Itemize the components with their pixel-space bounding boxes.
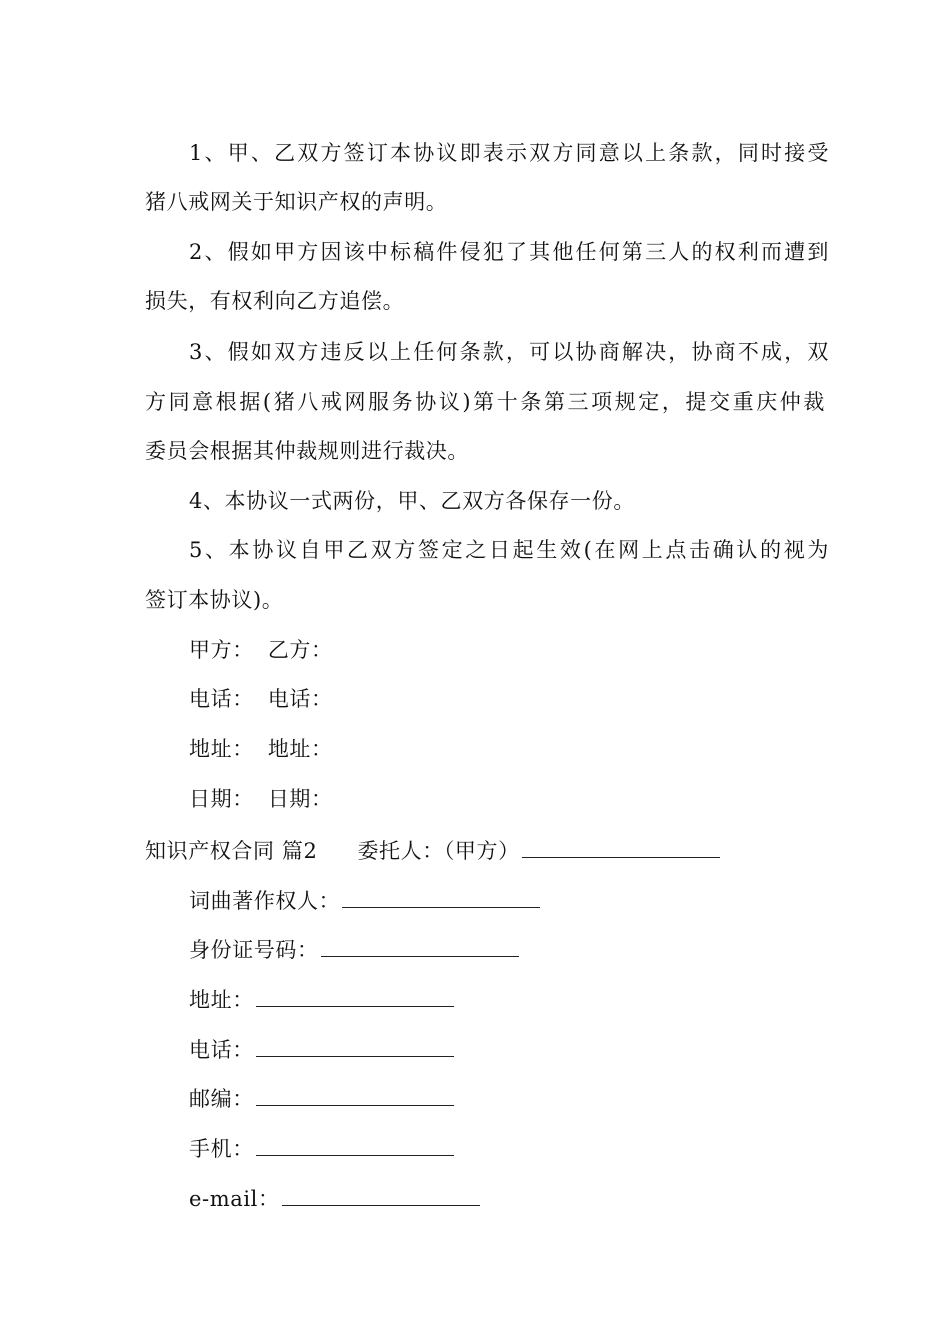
address-label: 地址：	[189, 988, 254, 1012]
email-label: e-mail：	[189, 1187, 280, 1211]
mobile-blank[interactable]	[256, 1133, 454, 1156]
signature-row-date	[189, 785, 829, 813]
clause-3-line-3: 委员会根据其仲裁规则进行裁决。	[145, 439, 469, 463]
phone-blank[interactable]	[256, 1034, 454, 1057]
party-b-phone-label: 电话：	[267, 687, 333, 711]
field-postcode	[189, 1083, 829, 1113]
postcode-label: 邮编：	[189, 1087, 254, 1111]
field-id-number	[189, 934, 829, 964]
party-a-address-label: 地址：	[189, 737, 254, 761]
clause-1-line-1: 1、甲、乙双方签订本协议即表示双方同意以上条款，同时接受	[189, 141, 829, 165]
clause-3-line-1: 3、假如双方违反以上任何条款，可以协商解决，协商不成，双	[189, 340, 829, 364]
party-b-address-label: 地址：	[267, 737, 333, 761]
party-b-date-label: 日期：	[267, 787, 333, 811]
mobile-label: 手机：	[189, 1137, 254, 1161]
clause-1-line-2: 猪八戒网关于知识产权的声明。	[145, 190, 448, 214]
phone-label: 电话：	[189, 1038, 254, 1062]
field-copyright-holder	[189, 885, 829, 915]
field-phone	[189, 1034, 829, 1064]
postcode-blank[interactable]	[256, 1083, 454, 1106]
party-b-label: 乙方：	[267, 638, 333, 662]
clause-5-line-2: 签订本协议)。	[145, 588, 284, 612]
signature-row-address	[189, 735, 829, 763]
id-number-label: 身份证号码：	[189, 938, 319, 962]
email-blank[interactable]	[282, 1183, 480, 1206]
copyright-holder-blank[interactable]	[342, 885, 540, 908]
id-number-blank[interactable]	[321, 934, 519, 957]
address-blank[interactable]	[256, 984, 454, 1007]
clause-2-line-1: 2、假如甲方因该中标稿件侵犯了其他任何第三人的权利而遭到	[189, 240, 829, 264]
section-2-title: 知识产权合同 篇2	[145, 839, 318, 863]
clause-4-line-1: 4、本协议一式两份，甲、乙双方各保存一份。	[189, 489, 635, 513]
clause-2-line-2: 损失，有权利向乙方追偿。	[145, 289, 405, 313]
section-2-heading-row	[145, 835, 825, 865]
field-address	[189, 984, 829, 1014]
field-mobile	[189, 1133, 829, 1163]
clause-3-line-2: 方同意根据(猪八戒网服务协议)第十条第三项规定，提交重庆仲裁	[145, 390, 825, 414]
signature-row-party	[189, 636, 829, 664]
client-label: 委托人：（甲方）	[357, 839, 520, 863]
clause-5-line-1: 5、本协议自甲乙双方签定之日起生效(在网上点击确认的视为	[189, 538, 829, 562]
party-a-date-label: 日期：	[189, 787, 254, 811]
signature-row-phone	[189, 685, 829, 713]
party-a-phone-label: 电话：	[189, 687, 254, 711]
copyright-holder-label: 词曲著作权人：	[189, 889, 341, 913]
party-a-label: 甲方：	[189, 638, 254, 662]
client-blank[interactable]	[522, 835, 720, 858]
field-email	[189, 1183, 829, 1213]
